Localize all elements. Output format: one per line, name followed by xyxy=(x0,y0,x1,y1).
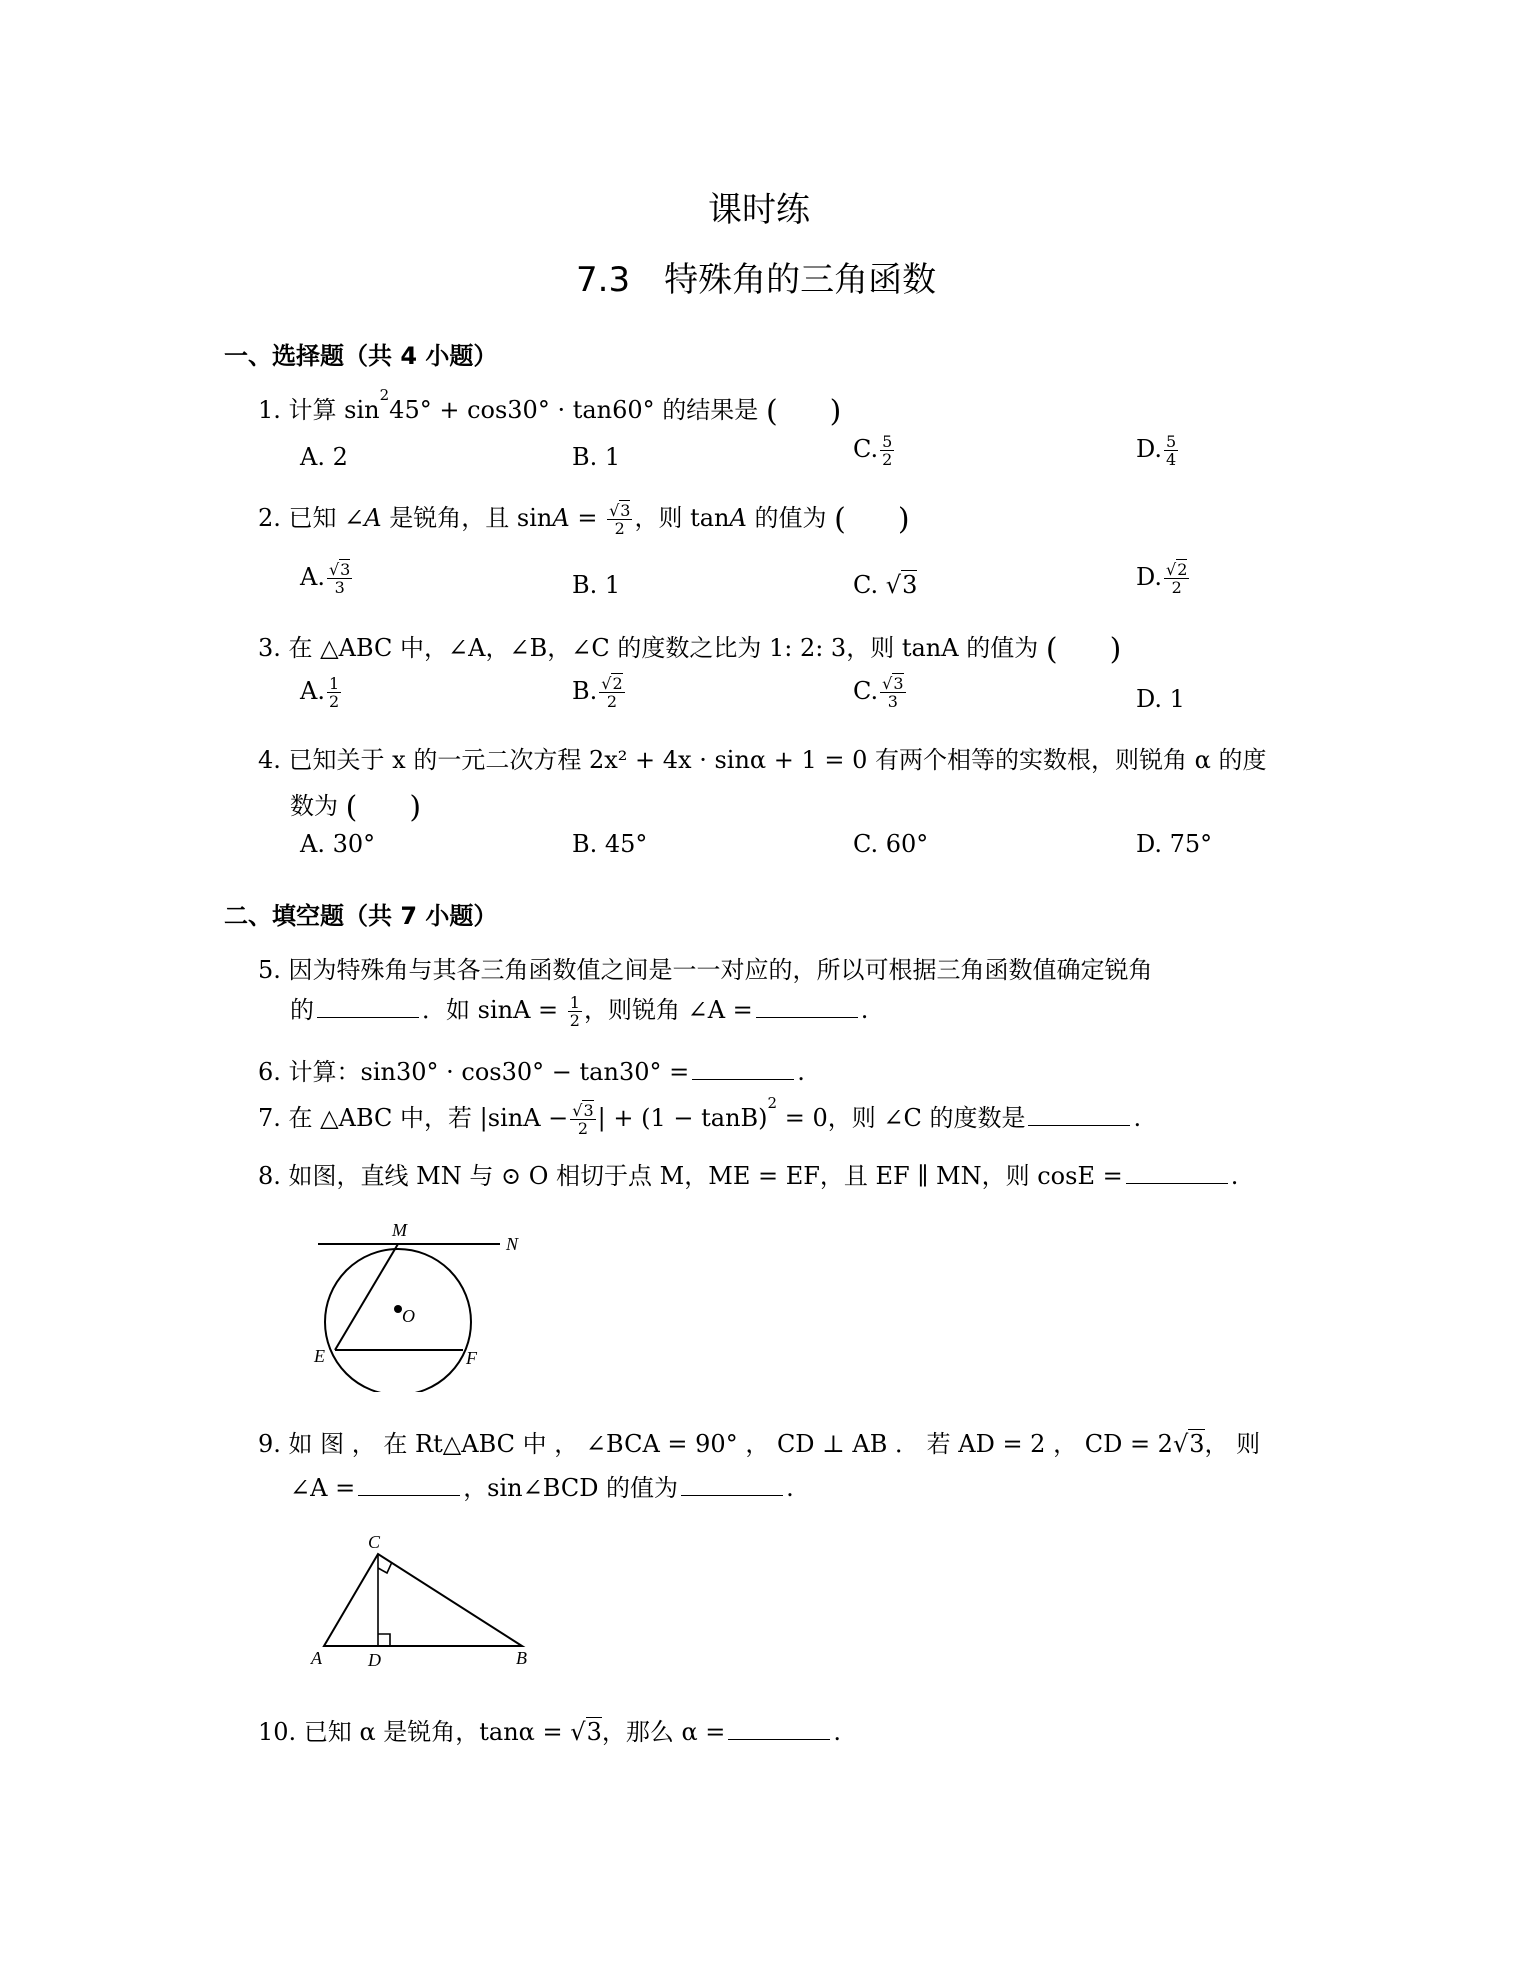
option-2c: C. √3 xyxy=(853,571,918,599)
fraction: $\frac{√3}{2}$ xyxy=(609,501,631,538)
label-e: E xyxy=(314,1346,325,1366)
question-6: 6. 计算：sin30° · cos30° − tan30° = . xyxy=(258,1058,805,1086)
answer-blank[interactable] xyxy=(317,1016,419,1018)
question-4: 4. 已知关于 x 的一元二次方程 2x² + 4x · sinα + 1 = 0 有两个相等的实数根，则锐角 α 的度 xyxy=(258,746,1267,774)
answer-paren-open: ( xyxy=(345,789,358,825)
question-5: 5. 因为特殊角与其各三角函数值之间是一一对应的，所以可根据三角函数值确定锐角 xyxy=(258,956,1153,984)
label-m: M xyxy=(392,1222,407,1240)
answer-paren-close: ) xyxy=(897,501,910,537)
option-1c: C. $\frac{5}{2}$ xyxy=(853,432,893,469)
answer-paren-open: ( xyxy=(765,393,778,429)
question-2: 2. 已知 ∠A 是锐角，且 sinA = $\frac{√3}{2}$ ，则 tanA 的值为 ( ) xyxy=(258,501,910,538)
label-f: F xyxy=(466,1348,477,1368)
option-1a: A. 2 xyxy=(300,443,348,471)
question-3: 3. 在 △ABC 中，∠A，∠B，∠C 的度数之比为 1: 2: 3，则 tanA 的值为 ( ) xyxy=(258,631,1122,667)
triangle-abc xyxy=(324,1554,522,1646)
label-b: B xyxy=(516,1648,527,1668)
circle-o xyxy=(325,1249,471,1392)
question-10: 10. 已知 α 是锐角，tanα = √3，那么 α = . xyxy=(258,1718,842,1746)
question-number: 8. xyxy=(258,1162,281,1190)
question-number: 5. xyxy=(258,956,281,984)
page-subtitle: 7.3 特殊角的三角函数 xyxy=(576,260,937,300)
answer-paren-close: ) xyxy=(829,393,842,429)
answer-blank[interactable] xyxy=(1028,1124,1130,1126)
question-number: 1. xyxy=(258,396,281,424)
section-heading-fill: 二、填空题（共 7 小题） xyxy=(224,902,498,930)
label-o: O xyxy=(402,1306,415,1326)
question-number: 7. xyxy=(258,1104,281,1132)
label-a: A xyxy=(311,1648,322,1668)
question-number: 10. xyxy=(258,1718,297,1746)
label-d: D xyxy=(368,1650,381,1670)
fraction: $\frac{√3}{3}$ xyxy=(328,560,351,597)
answer-paren-open: ( xyxy=(1045,631,1058,667)
right-angle-c xyxy=(378,1562,392,1573)
section-heading-choice: 一、选择题（共 4 小题） xyxy=(224,342,498,370)
fraction: $\frac{5}{2}$ xyxy=(882,432,893,469)
option-3c: C. $\frac{√3}{3}$ xyxy=(853,674,904,711)
answer-blank[interactable] xyxy=(692,1078,794,1080)
answer-blank[interactable] xyxy=(1126,1182,1228,1184)
question-5-line2: 的 ．如 sinA = $\frac{1}{2}$ ，则锐角 ∠A = . xyxy=(290,993,869,1030)
option-2a: A. $\frac{√3}{3}$ xyxy=(300,560,351,597)
answer-paren-close: ) xyxy=(409,789,422,825)
question-1: 1. 计算 $\sin^245^\circ + \cos 30^\circ \cdot \tan 60^\circ$ 的结果是 ( ) xyxy=(258,386,842,429)
question-number: 3. xyxy=(258,634,281,662)
figure-triangle xyxy=(306,1532,546,1672)
option-1b: B. 1 xyxy=(572,443,621,471)
fraction: $\frac{√2}{2}$ xyxy=(1166,560,1188,597)
fraction: $\frac{√3}{3}$ xyxy=(882,674,904,711)
option-3b: B. $\frac{√2}{2}$ xyxy=(572,674,623,711)
question-number: 6. xyxy=(258,1058,281,1086)
option-4d: D. 75° xyxy=(1136,830,1213,858)
fraction: $\frac{√3}{2}$ xyxy=(572,1101,594,1138)
question-text: 计算 sin xyxy=(288,396,380,424)
fraction: $\frac{5}{4}$ xyxy=(1166,432,1177,469)
option-4a: A. 30° xyxy=(300,830,376,858)
center-dot xyxy=(394,1305,402,1313)
fraction: $\frac{√2}{2}$ xyxy=(601,674,623,711)
option-1d: D. $\frac{5}{4}$ xyxy=(1136,432,1177,469)
question-number: 2. xyxy=(258,504,281,532)
question-9-line2: ∠A = ，sin∠BCD 的值为 . xyxy=(290,1474,794,1502)
answer-blank[interactable] xyxy=(681,1494,783,1496)
answer-blank[interactable] xyxy=(728,1738,830,1740)
fraction: $\frac{1}{2}$ xyxy=(328,674,340,711)
figure-circle xyxy=(310,1222,590,1392)
answer-paren-close: ) xyxy=(1109,631,1122,667)
page-title: 课时练 xyxy=(708,190,810,230)
option-4c: C. 60° xyxy=(853,830,929,858)
fraction: $\frac{1}{2}$ xyxy=(569,993,580,1030)
question-9: 9. 如 图 ， 在 Rt△ABC 中 ， ∠BCA = 90° ， CD ⊥ AB ． 若 AD = 2 ， CD = 2√3， 则 xyxy=(258,1430,1261,1458)
question-7: 7. 在 △ABC 中，若 |sinA − $\frac{√3}{2}$ | + $(1 - \tan B)^2 = 0$，则 ∠C 的度数是 . xyxy=(258,1094,1142,1138)
right-angle-d xyxy=(378,1634,390,1646)
answer-blank[interactable] xyxy=(358,1494,460,1496)
label-n: N xyxy=(506,1234,519,1254)
question-4-line2: 数为 ( ) xyxy=(290,789,422,825)
question-number: 4. xyxy=(258,746,281,774)
question-number: 9. xyxy=(258,1430,281,1458)
answer-blank[interactable] xyxy=(756,1016,858,1018)
chord-me xyxy=(335,1244,398,1350)
option-3d: D. 1 xyxy=(1136,685,1185,713)
question-8: 8. 如图，直线 MN 与 ⊙ O 相切于点 M，ME = EF，且 EF ∥ MN，则 cosE = . xyxy=(258,1162,1239,1190)
answer-paren-open: ( xyxy=(834,501,846,537)
option-4b: B. 45° xyxy=(572,830,648,858)
option-2d: D. $\frac{√2}{2}$ xyxy=(1136,560,1188,597)
option-2b: B. 1 xyxy=(572,571,621,599)
option-3a: A. $\frac{1}{2}$ xyxy=(300,674,340,711)
label-c: C xyxy=(368,1532,381,1552)
